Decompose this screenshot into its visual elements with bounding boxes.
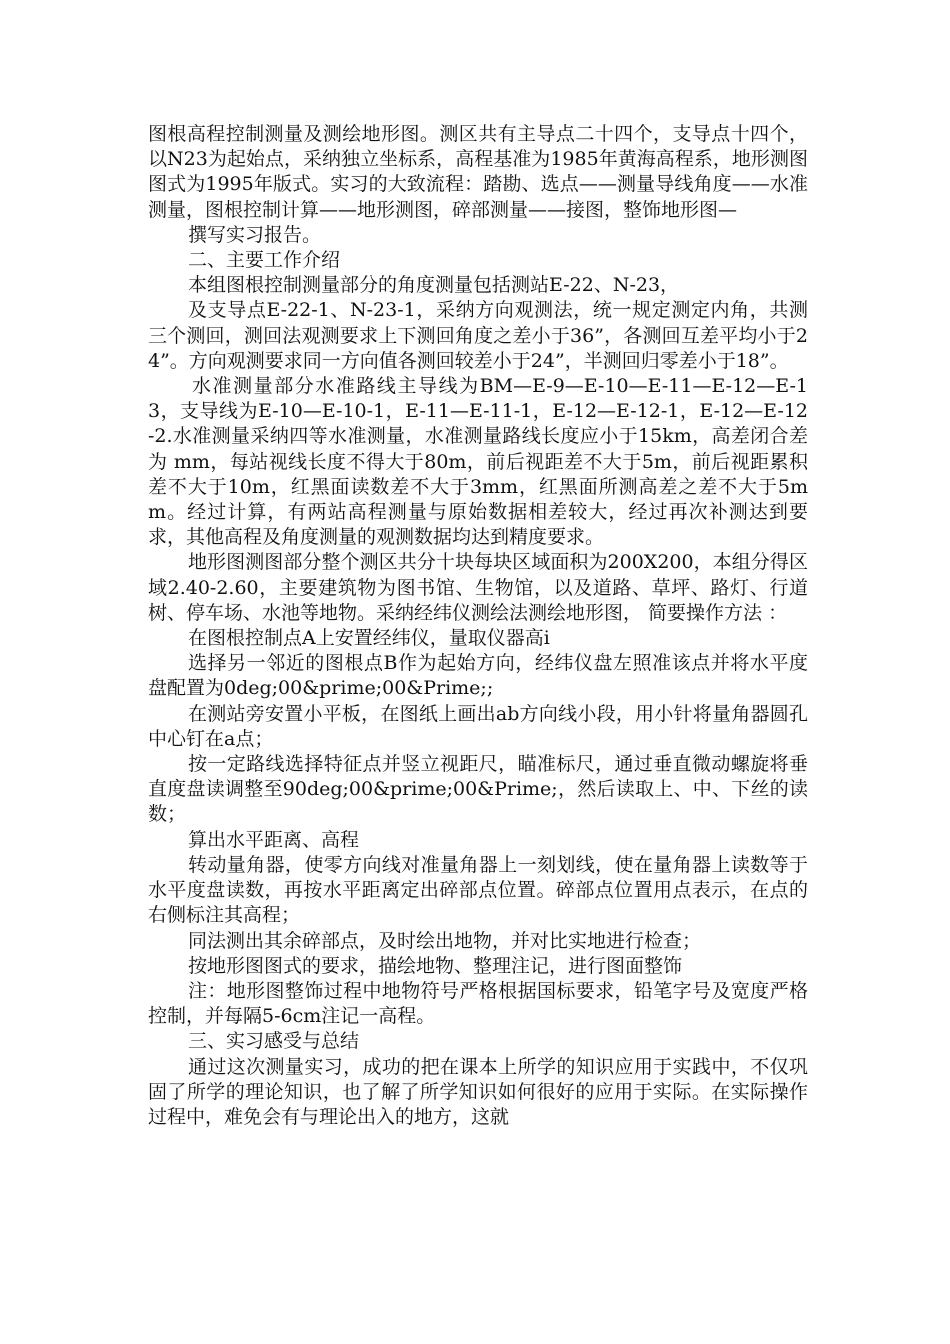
- paragraph-write-report: 撰写实习报告。: [188, 223, 322, 246]
- paragraph-note: 注：地形图整饰过程中地物符号严格根据国标要求，铅笔字号及宽度严格控制，并每隔5-6cm注记一高程。: [148, 979, 808, 1028]
- step-map-finishing: 按地形图图式的要求，描绘地物、整理注记，进行图面整饰: [188, 954, 683, 977]
- step-plot-points: 转动量角器，使零方向线对准量角器上一刻划线，使在量角器上读数等于水平度盘读数，再按水平距离定出碎部点位置。碎部点位置用点表示，在点的右侧标注其高程；: [148, 853, 808, 927]
- step-read-stadia: 按一定路线选择特征点并竖立视距尺，瞄准标尺，通过垂直微动螺旋将垂直度盘读调整至90deg;00&prime;00&Prime;，然后读取上、中、下丝的读数；: [148, 753, 808, 826]
- paragraph-topographic-survey: 地形图测图部分整个测区共分十块每块区域面积为200X200，本组分得区域2.40-2.60，主要建筑物为图书馆、生物馆，以及道路、草坪、路灯、行道树、停车场、水池等地物。采纳经纬仪测绘法测绘地形图， 简要操作方法 ：: [148, 551, 808, 624]
- step-setup-theodolite: 在图根控制点A上安置经纬仪，量取仪器高i: [188, 627, 550, 650]
- paragraph-angle-requirements: 及支导点E-22-1、N-23-1，采纳方向观测法，统一规定测定内角，共测三个测回，测回法观测要求上下测回角度之差小于36”，各测回互差平均小于24”。方向观测要求同一方向值各测回较差小于24”，半测回归零差小于18”。: [148, 299, 808, 372]
- section-heading-summary: 三、实习感受与总结: [188, 1030, 360, 1053]
- step-plane-table: 在测站旁安置小平板，在图纸上画出ab方向线小段，用小针将量角器圆孔中心钉在a点；: [148, 702, 808, 750]
- paragraph-leveling: 水准测量部分水准路线主导线为BM—E-9—E-10—E-11—E-12—E-13，支导线为E-10—E-10-1，E-11—E-11-1，E-12—E-12-1，E-12—E-12-2.水准测量采纳四等水准测量，水准测量路线长度应小于15km，高差闭合差为 mm，每站视线长度不得大于80m，前后视距差不大于5m，前后视距累积差不大于10m，红黑面读数差不大于3mm，红黑面所测高差之差不大于5mm。经过计算，有两站高程测量与原始数据相差较大，经过再次补测达到要求，其他高程及角度测量的观测数据均达到精度要求。: [148, 375, 808, 549]
- paragraph-summary: 通过这次测量实习，成功的把在课本上所学的知识应用于实践中，不仅巩固了所学的理论知识，也了解了所学知识如何很好的应用于实际。在实际操作过程中，难免会有与理论出入的地方，这就: [148, 1055, 808, 1128]
- step-compute-distance: 算出水平距离、高程: [188, 828, 360, 851]
- step-orient-station: 选择另一邻近的图根点B作为起始方向，经纬仪盘左照准该点并将水平度盘配置为0deg;00&prime;00&Prime;;: [148, 652, 808, 700]
- document-body: [148, 122, 808, 1130]
- step-remaining-points: 同法测出其余碎部点，及时绘出地物，并对比实地进行检查；: [188, 929, 702, 952]
- paragraph-angle-measurement: 本组图根控制测量部分的角度测量包括测站E-22、N-23，: [188, 274, 680, 297]
- section-heading-main-work: 二、主要工作介绍: [188, 249, 341, 272]
- paragraph-intro-continued: 图根高程控制测量及测绘地形图。测区共有主导点二十四个，支导点十四个，以N23为起始点，采纳独立坐标系，高程基准为1985年黄海高程系，地形测图图式为1995年版式。实习的大致流程：踏勘、选点——测量导线角度——水准测量，图根控制计算——地形测图，碎部测量——接图，整饰地形图—: [148, 123, 808, 221]
